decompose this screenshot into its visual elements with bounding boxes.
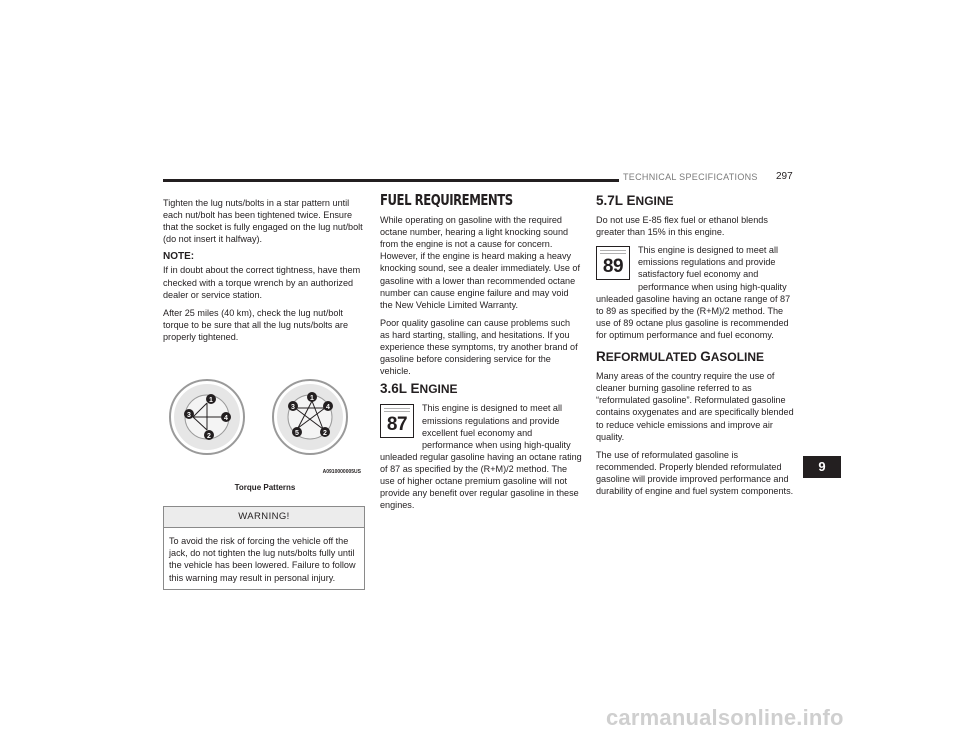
figure-caption: Torque Patterns — [234, 483, 296, 493]
torque-patterns-figure — [163, 373, 367, 478]
lug-label: 2 — [323, 430, 327, 438]
octane-87-value: 87 — [386, 414, 408, 436]
warning-body: To avoid the risk of forcing the vehicle off the jack, do not tighten the lug nuts/bolts fully until the vehicle has been lowered. Failure to follow this warning may result in personal injury. — [169, 536, 356, 583]
figure-code: A0910000005US — [322, 469, 361, 476]
lug-label: 2 — [207, 433, 211, 441]
column-middle — [380, 191, 582, 517]
reformulated-paragraph-1: Many areas of the country require the use of cleaner burning gasoline referred to as “reformulated gasoline”. Reformulated gasoline contains oxygenates and are specifically blended to reduce vehicle emissions and improve air quality. — [596, 371, 794, 442]
reformulated-gasoline-heading: REFORMULATED GASOLINE — [596, 349, 765, 365]
octane-89-icon — [596, 246, 630, 280]
octane-89-block — [596, 244, 798, 341]
note-title: NOTE: — [163, 251, 195, 263]
octane-87-icon — [380, 404, 414, 438]
lug-label: 4 — [326, 404, 330, 412]
octane-87-block — [380, 402, 582, 511]
torque-patterns-illustration — [163, 373, 367, 478]
torque-check-paragraph: After 25 miles (40 km), check the lug nut/bolt torque to be sure that all the lug nuts/bolts are properly tightened. — [163, 307, 349, 342]
lug-label: 5 — [295, 430, 299, 438]
lug-nut-paragraph: Tighten the lug nuts/bolts in a star pattern until each nut/bolt has been tightened twice. Ensure that the socket is fully engaged on the lug nut/bolt (do not insert it halfway). — [163, 198, 363, 245]
engine-57-paragraph: This engine is designed to meet all emissions regulations and provide satisfactory fuel economy and performance when using high-quality unleaded gasoline having an octane range of 87 to 89 as specified by the (R+M)/2 method. The use of 89 octane plus gasoline is recommended for optimum performance and fuel economy. — [596, 245, 791, 340]
four-lug-wheel — [170, 380, 244, 454]
engine-57-heading: 5.7L ENGINE — [596, 193, 674, 208]
watermark: carmanualsonline.info — [606, 705, 844, 730]
page-number: 297 — [776, 171, 793, 182]
e85-paragraph: Do not use E-85 flex fuel or ethanol blends greater than 15% in this engine. — [596, 215, 768, 238]
chapter-tab: 9 — [803, 456, 841, 478]
lug-label: 3 — [187, 412, 191, 420]
reformulated-paragraph-2: The use of reformulated gasoline is recommended. Properly blended reformulated gasoline will provide improved performance and durability of engine and fuel system components. — [596, 449, 794, 496]
five-lug-wheel — [273, 380, 347, 454]
warning-title: WARNING! — [164, 507, 364, 528]
header-rule — [163, 179, 619, 182]
column-right — [596, 193, 798, 503]
warning-box — [163, 506, 365, 589]
octane-89-value: 89 — [602, 256, 624, 278]
column-left — [163, 197, 367, 590]
lug-label: 3 — [291, 404, 295, 412]
lug-label: 4 — [224, 415, 228, 423]
lug-label: 1 — [209, 397, 213, 405]
engine-36-heading: 3.6L ENGINE — [380, 381, 458, 397]
note-text: If in doubt about the correct tightness, have them checked with a torque wrench by an authorized dealer or service station. — [163, 265, 361, 300]
running-header-section: TECHNICAL SPECIFICATIONS — [623, 172, 758, 182]
fuel-requirements-heading: FUEL REQUIREMENTS — [380, 191, 513, 209]
engine-36-paragraph: This engine is designed to meet all emissions regulations and provide excellent fuel economy and performance when using high-quality unleaded regular gasoline having an octane rating of 87 as specified by the (R+M)/2 method. The use of higher octane premium gasoline will not provide any benefit over regular gasoline in these engines. — [380, 403, 582, 511]
poor-gasoline-paragraph: Poor quality gasoline can cause problems such as hard starting, stalling, and hesitations. If you experience these symptoms, try another brand of gasoline before considering service for the vehicle. — [380, 317, 578, 377]
lug-label: 1 — [310, 395, 314, 403]
octane-knock-paragraph: While operating on gasoline with the required octane number, hearing a light knocking sound from the engine is not a cause for concern. However, if the engine is heard making a heavy knocking sound, see a dealer immediately. Use of gasoline with a lower than recommended octane number can cause engine failure and may void the New Vehicle Limited Warranty. — [380, 215, 580, 310]
